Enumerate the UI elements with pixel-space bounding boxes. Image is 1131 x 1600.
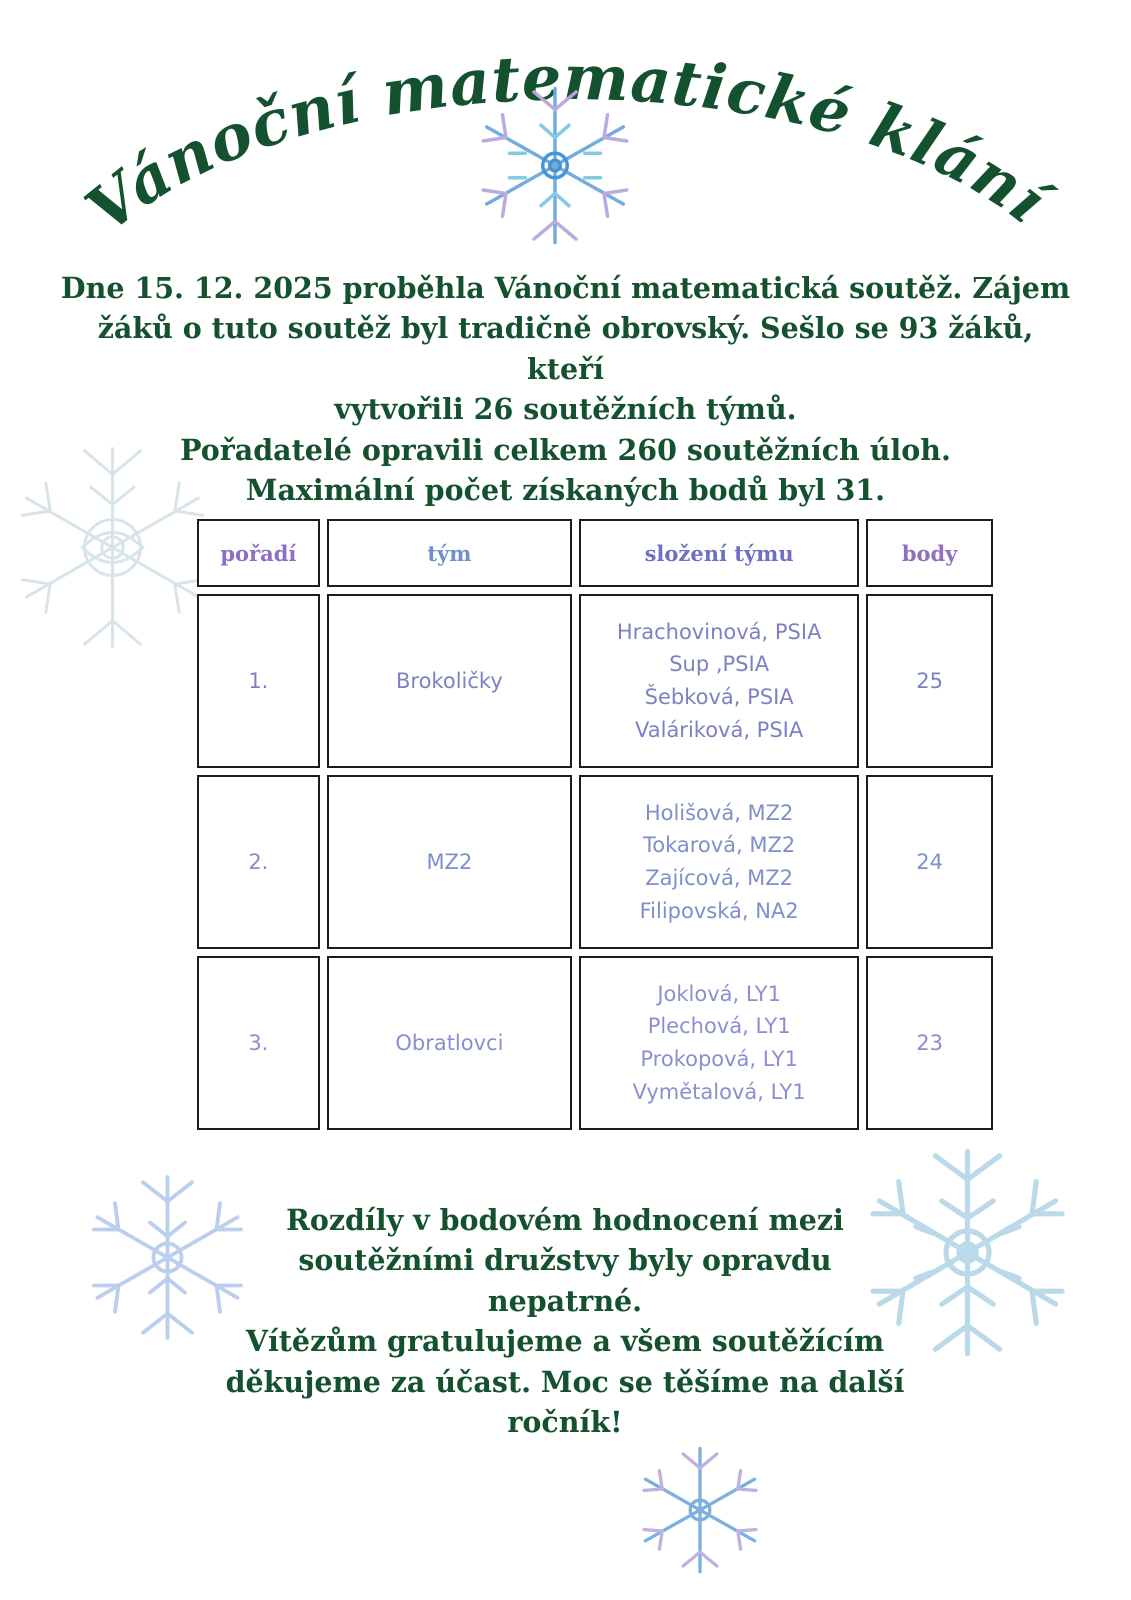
poster-title (0, 0, 1131, 250)
member-name: Vymětalová, LY1 (632, 1079, 806, 1104)
cell-members (579, 775, 859, 949)
member-name: Prokopová, LY1 (640, 1047, 798, 1071)
cell-team: MZ2 (327, 775, 572, 949)
column-header-points: body (866, 519, 993, 587)
table-header-row (197, 519, 993, 587)
member-name: Filipovská, NA2 (639, 898, 799, 923)
member-name: Tokarová, MZ2 (642, 833, 796, 858)
column-header-team: tým (327, 519, 572, 587)
member-name: Valáriková, PSIA (635, 717, 804, 742)
closing-line-6: ročník! (507, 1405, 623, 1440)
closing-line-1: Rozdíly v bodovém hodnocení mezi (286, 1203, 844, 1237)
member-name: Holišová, MZ2 (644, 800, 794, 825)
cell-points: 24 (866, 775, 993, 949)
intro-line-1: Dne 15. 12. 2025 proběhla Vánoční matematická soutěž. Zájem (60, 271, 1071, 305)
closing-line-3: nepatrné. (487, 1283, 643, 1318)
cell-members (579, 956, 859, 1130)
member-name: Zajícová, MZ2 (645, 866, 794, 890)
intro-line-4: Pořadatelé opravili celkem 260 soutěžních úloh. (180, 432, 951, 467)
cell-rank: 2. (197, 775, 320, 949)
cell-team: Brokoličky (327, 594, 572, 768)
closing-line-5: děkujeme za účast. Moc se těšíme na další (225, 1364, 905, 1399)
cell-rank: 1. (197, 594, 320, 768)
snowflake-bottom-center-icon (630, 1440, 770, 1580)
results-table (190, 512, 1000, 1137)
closing-line-2: soutěžními družstvy byly opravdu (298, 1243, 832, 1278)
closing-paragraph (200, 1200, 930, 1443)
cell-team: Obratlovci (327, 956, 572, 1130)
svg-text:Vánoční matematické klání (72, 41, 1064, 247)
column-header-members: složení týmu (579, 519, 859, 587)
intro-line-3: vytvořili 26 soutěžních týmů. (334, 392, 797, 427)
table-row (197, 775, 993, 949)
intro-line-2: žáků o tuto soutěž byl tradičně obrovský. Sešlo se 93 žáků, kteří (97, 311, 1034, 386)
cell-rank: 3. (197, 956, 320, 1130)
closing-line-4: Vítězům gratulujeme a všem soutěžícím (245, 1324, 885, 1359)
cell-members (579, 594, 859, 768)
member-name: Plechová, LY1 (647, 1014, 791, 1039)
intro-paragraph (60, 268, 1071, 511)
poster-title-text: Vánoční matematické klání (72, 40, 1062, 247)
table-row (197, 956, 993, 1130)
cell-points: 23 (866, 956, 993, 1130)
member-name: Šebková, PSIA (644, 685, 794, 709)
member-name: Joklová, LY1 (657, 981, 781, 1006)
column-header-rank: pořadí (197, 519, 320, 587)
member-name: Sup ,PSIA (669, 652, 770, 677)
table-row (197, 594, 993, 768)
cell-points: 25 (866, 594, 993, 768)
intro-line-5: Maximální počet získaných bodů byl 31. (245, 473, 886, 508)
member-name: Hrachovinová, PSIA (616, 619, 822, 644)
